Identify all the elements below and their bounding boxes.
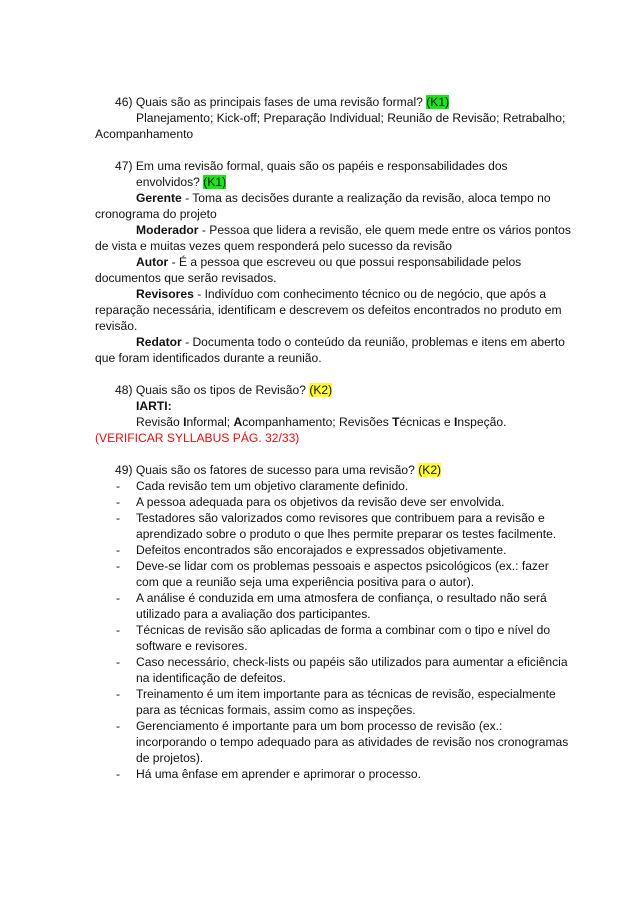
list-item: Defeitos encontrados são encorajados e expressados objetivamente. [136, 543, 507, 557]
list-item: Treinamento é um item importante para as técnicas de revisão, especialmente [136, 687, 556, 701]
role-desc: - Toma as decisões durante a realização da revisão, aloca tempo no [181, 191, 551, 205]
question-46 [115, 94, 449, 110]
role-redator [136, 334, 565, 350]
role-desc-cont: reparação necessária, identificam e descrevem os defeitos encontrados no produto em [95, 303, 562, 317]
role-gerente [136, 190, 551, 206]
question-47-line2 [136, 174, 226, 190]
bullet-dash: - [116, 719, 121, 733]
list-item: Cada revisão tem um objetivo claramente definido. [136, 479, 409, 493]
question-number: 47) [115, 159, 133, 173]
role-moderador [136, 222, 571, 238]
list-item: Caso necessário, check-lists ou papéis são utilizados para aumentar a eficiência [136, 655, 568, 669]
bullet-dash: - [116, 559, 121, 573]
acronym: IARTI: [136, 399, 172, 413]
level-badge: (K2) [418, 463, 442, 477]
role-desc-cont: documentos que serão revisados. [95, 271, 277, 285]
role-name: Redator [136, 335, 182, 349]
question-text: Quais são os fatores de sucesso para uma revisão? [135, 463, 415, 477]
role-name: Gerente [136, 191, 182, 205]
answer-46-line2: Acompanhamento [95, 127, 194, 141]
list-item: com que a reunião seja uma experiência positiva para o autor). [136, 575, 475, 589]
list-item: Gerenciamento é importante para um bom processo de revisão (ex.: [136, 719, 503, 733]
bullet-dash: - [116, 655, 121, 669]
bullet-dash: - [116, 623, 121, 637]
bullet-dash: - [116, 511, 121, 525]
role-autor [136, 254, 521, 270]
question-number: 46) [115, 95, 133, 109]
list-item: A análise é conduzida em uma atmosfera de confiança, o resultado não será [136, 591, 547, 605]
bullet-dash: - [116, 543, 121, 557]
question-text: Em uma revisão formal, quais são os papéis e responsabilidades dos [135, 159, 508, 173]
question-49 [115, 462, 441, 478]
list-item: Testadores são valorizados como revisores que contribuem para a revisão e [136, 511, 545, 525]
bullet-dash: - [116, 591, 121, 605]
list-item: na identificação de defeitos. [136, 671, 286, 685]
role-desc: - Indivíduo com conhecimento técnico ou de negócio, que após a [193, 287, 547, 301]
role-desc: - É a pessoa que escreveu ou que possui responsabilidade pelos [168, 255, 522, 269]
question-48 [115, 382, 332, 398]
list-item: aprendizado sobre o produto o que lhes permite preparar os testes facilmente. [136, 527, 557, 541]
role-desc: - Documenta todo o conteúdo da reunião, problemas e itens em aberto [181, 335, 565, 349]
question-47 [115, 158, 508, 174]
list-item: Técnicas de revisão são aplicadas de forma a combinar com o tipo e nível do [136, 623, 551, 637]
role-desc: - Pessoa que lidera a revisão, ele quem mede entre os vários pontos [198, 223, 571, 237]
list-item: incorporando o tempo adequado para as atividades de revisão nos cronogramas [136, 735, 569, 749]
answer-46-line1: Planejamento; Kick-off; Preparação Individual; Reunião de Revisão; Retrabalho; [136, 111, 566, 125]
review-types: Revisão Informal; Acompanhamento; Revisões Técnicas e Inspeção. [136, 415, 507, 429]
role-name: Autor [136, 255, 169, 269]
bullet-dash: - [116, 479, 121, 493]
question-text: Quais são os tipos de Revisão? [135, 383, 306, 397]
question-number: 49) [115, 463, 133, 477]
syllabus-note: (VERIFICAR SYLLABUS PÁG. 32/33) [95, 431, 300, 445]
level-badge: (K1) [426, 95, 450, 109]
question-number: 48) [115, 383, 133, 397]
question-text: envolvidos? [136, 175, 200, 189]
role-revisores [136, 286, 546, 302]
role-name: Revisores [136, 287, 194, 301]
list-item: A pessoa adequada para os objetivos da revisão deve ser envolvida. [136, 495, 505, 509]
role-desc-cont: de vista e muitas vezes quem responderá pelo sucesso da revisão [95, 239, 452, 253]
bullet-dash: - [116, 687, 121, 701]
list-item: de projetos). [136, 751, 204, 765]
list-item: software e revisores. [136, 639, 248, 653]
bullet-dash: - [116, 767, 121, 781]
list-item: para as técnicas formais, assim como as inspeções. [136, 703, 416, 717]
role-desc-cont: revisão. [95, 319, 138, 333]
level-badge: (K1) [203, 175, 227, 189]
level-badge: (K2) [309, 383, 333, 397]
list-item: Há uma ênfase em aprender e aprimorar o processo. [136, 767, 422, 781]
role-desc-cont: que foram identificados durante a reunião. [95, 351, 322, 365]
role-name: Moderador [136, 223, 199, 237]
bullet-dash: - [116, 495, 121, 509]
list-item: Deve-se lidar com os problemas pessoais e aspectos psicológicos (ex.: fazer [136, 559, 549, 573]
role-desc-cont: cronograma do projeto [95, 207, 217, 221]
question-text: Quais são as principais fases de uma revisão formal? [135, 95, 423, 109]
list-item: utilizado para a avaliação dos participantes. [136, 607, 371, 621]
